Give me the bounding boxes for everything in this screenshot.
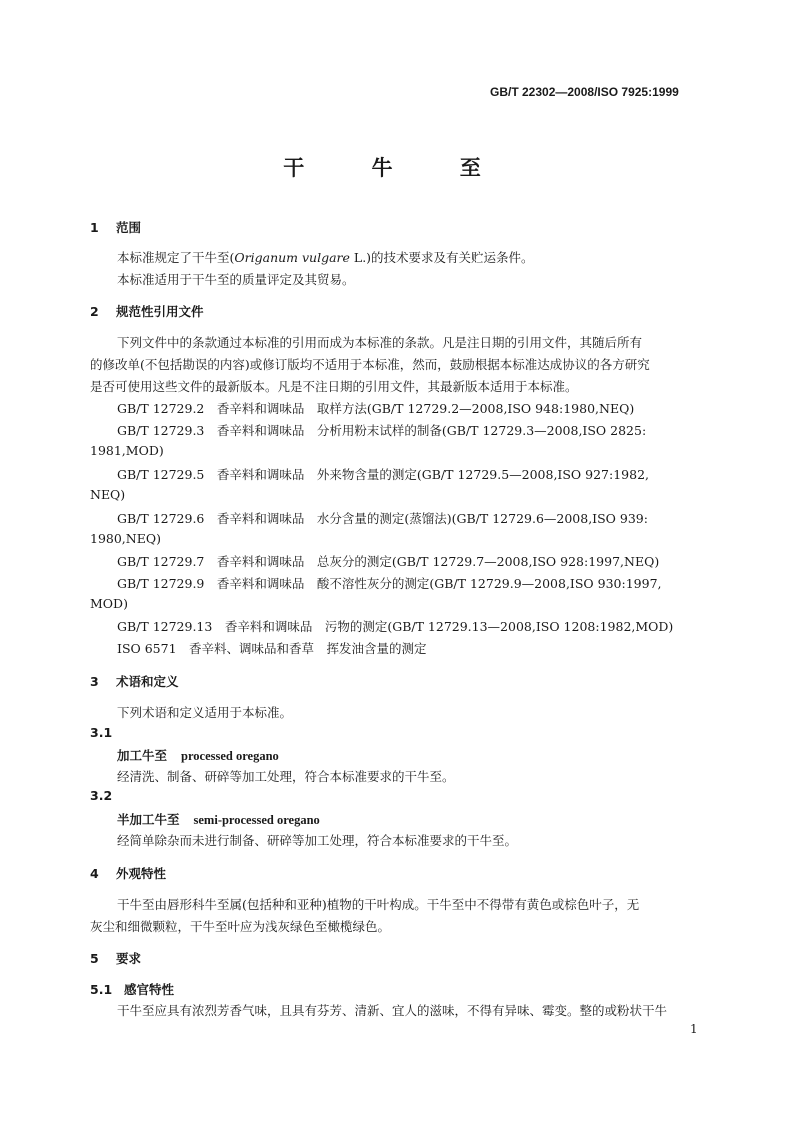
- section-title: 要求: [116, 951, 142, 966]
- section-title: 范围: [116, 220, 142, 235]
- reference-item-cont: MOD): [90, 596, 128, 611]
- terms-intro: 下列术语和定义适用于本标准。: [117, 705, 293, 720]
- section-2-heading: [90, 302, 204, 320]
- term-3-2-number: 3.2: [90, 788, 113, 803]
- section-number: 5: [90, 951, 99, 966]
- section-title: 感官特性: [124, 982, 175, 997]
- standard-code: GB/T 22302—2008/ISO 7925:1999: [490, 85, 679, 99]
- subsection-5-1-heading: [90, 980, 174, 998]
- reference-item: ISO 6571 香辛料、调味品和香草 挥发油含量的测定: [117, 641, 427, 656]
- section-4-heading: [90, 864, 166, 882]
- term-3-2-definition: 经简单除杂而未进行制备、研碎等加工处理，符合本标准要求的干牛至。: [117, 833, 518, 848]
- page-number: 1: [690, 1022, 698, 1036]
- appearance-line: 灰尘和细微颗粒，干牛至叶应为浅灰绿色至橄榄绿色。: [90, 919, 391, 934]
- scientific-name: Origanum vulgare: [234, 250, 350, 265]
- section-number: 1: [90, 220, 99, 235]
- reference-item: GB/T 12729.7 香辛料和调味品 总灰分的测定(GB/T 12729.7—2008,ISO 928:1997,NEQ): [117, 554, 660, 569]
- term-3-1-number: 3.1: [90, 725, 113, 740]
- requirements-line: 干牛至应具有浓烈芳香气味，且具有芬芳、清新、宜人的滋味，不得有异味、霉变。整的或粉状干牛: [117, 1003, 668, 1018]
- reference-item: GB/T 12729.13 香辛料和调味品 污物的测定(GB/T 12729.13—2008,ISO 1208:1982,MOD): [117, 619, 674, 634]
- term-zh: 加工牛至: [117, 748, 168, 763]
- document-title: 干 牛 至: [283, 156, 511, 180]
- term-zh: 半加工牛至: [117, 812, 180, 827]
- term-en: semi-processed oregano: [193, 813, 320, 827]
- reference-item-cont: 1981,MOD): [90, 443, 164, 458]
- section-number: 5.1: [90, 982, 113, 997]
- reference-item-cont: 1980,NEQ): [90, 531, 161, 546]
- term-3-1-definition: 经清洗、制备、研碎等加工处理，符合本标准要求的干牛至。: [117, 769, 455, 784]
- section-3-heading: [90, 672, 179, 690]
- section-title: 规范性引用文件: [116, 304, 204, 319]
- scope-line-1: [117, 248, 534, 266]
- scope-text-pre: 本标准规定了干牛至(: [117, 250, 235, 265]
- term-en: processed oregano: [181, 749, 279, 763]
- reference-item: GB/T 12729.9 香辛料和调味品 酸不溶性灰分的测定(GB/T 12729.9—2008,ISO 930:1997,: [117, 576, 662, 591]
- appearance-line: 干牛至由唇形科牛至属(包括种和亚种)植物的干叶构成。干牛至中不得带有黄色或棕色叶子，无: [117, 897, 640, 912]
- reference-item: GB/T 12729.6 香辛料和调味品 水分含量的测定(蒸馏法)(GB/T 12729.6—2008,ISO 939:: [117, 511, 648, 526]
- section-number: 4: [90, 866, 99, 881]
- scope-line-2: 本标准适用于干牛至的质量评定及其贸易。: [117, 272, 355, 287]
- references-intro-line: 下列文件中的条款通过本标准的引用而成为本标准的条款。凡是注日期的引用文件，其随后所有: [117, 335, 643, 350]
- term-3-1-heading: [117, 746, 279, 764]
- term-3-2-heading: [117, 810, 320, 828]
- scope-text-post: L.)的技术要求及有关贮运条件。: [349, 250, 534, 265]
- reference-item-cont: NEQ): [90, 487, 126, 502]
- section-5-heading: [90, 949, 141, 967]
- reference-item: GB/T 12729.3 香辛料和调味品 分析用粉末试样的制备(GB/T 12729.3—2008,ISO 2825:: [117, 423, 647, 438]
- references-intro-line: 的修改单(不包括勘误的内容)或修订版均不适用于本标准，然而，鼓励根据本标准达成协议的各方研究: [90, 357, 650, 372]
- references-intro-line: 是否可使用这些文件的最新版本。凡是不注日期的引用文件，其最新版本适用于本标准。: [90, 379, 578, 394]
- section-title: 术语和定义: [116, 674, 179, 689]
- section-number: 2: [90, 304, 99, 319]
- section-number: 3: [90, 674, 99, 689]
- section-1-heading: [90, 218, 141, 236]
- reference-item: GB/T 12729.2 香辛料和调味品 取样方法(GB/T 12729.2—2008,ISO 948:1980,NEQ): [117, 401, 635, 416]
- section-title: 外观特性: [116, 866, 167, 881]
- reference-item: GB/T 12729.5 香辛料和调味品 外来物含量的测定(GB/T 12729.5—2008,ISO 927:1982,: [117, 467, 650, 482]
